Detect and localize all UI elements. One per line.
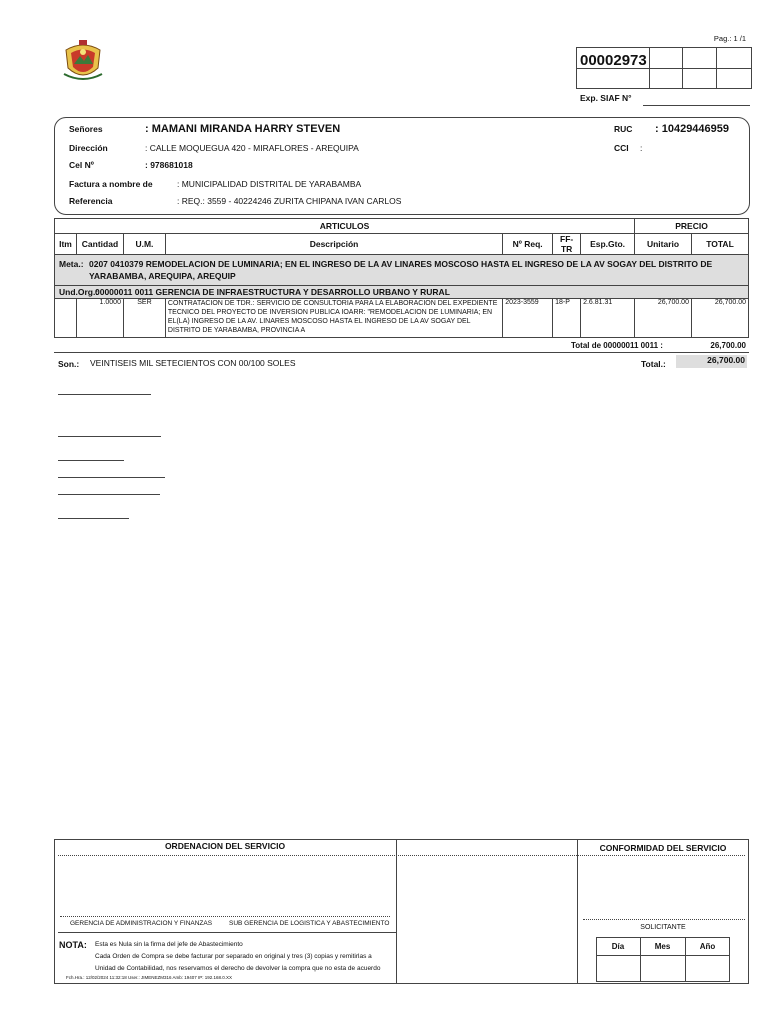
cel-label: Cel Nº: [69, 160, 94, 170]
provider-name: : MAMANI MIRANDA HARRY STEVEN: [145, 123, 341, 135]
signature-line: [58, 394, 151, 395]
order-number-box: [576, 47, 752, 89]
siaf-label: Exp. SIAF N°: [580, 93, 632, 103]
total-label: Total.:: [641, 359, 666, 369]
col-descripcion: Descripción: [165, 234, 502, 255]
col-itm: Itm: [55, 234, 77, 255]
son-text: VEINTISEIS MIL SETECIENTOS CON 00/100 SOLES: [90, 358, 296, 368]
col-um: U.M.: [123, 234, 165, 255]
col-total: TOTAL: [691, 234, 748, 255]
conformidad-title: CONFORMIDAD DEL SERVICIO: [599, 843, 727, 853]
signature-line: [58, 518, 129, 519]
signature-line: [58, 477, 165, 478]
row-descripcion: CONTRATACION DE TDR.: SERVICIO DE CONSULTORIA PARA LA ELABORACION DEL EXPEDIENTE TECNICO DEL PROYECTO DE INVERSION PUBLICA IOARR: "REMODELACION DE LUMINARIA; EN EL(LA) INGRESO DE LA AV. LINARES MOSCOSO HASTA EL INGRESO DE LA AV SOGAY DEL DISTRITO DE YARABAMBA, PROVINCIA A: [165, 299, 502, 338]
nota-label: NOTA:: [59, 940, 87, 950]
col-fftr: FF-TR: [553, 234, 581, 255]
direccion-label: Dirección: [69, 143, 108, 153]
signature-line: [58, 460, 124, 461]
cci-label: CCI: [614, 143, 629, 153]
order-number: 00002973: [580, 52, 647, 69]
son-label: Son.:: [58, 359, 80, 369]
referencia-value: : REQ.: 3559 - 40224246 ZURITA CHIPANA IVAN CARLOS: [177, 196, 402, 206]
factura-value: : MUNICIPALIDAD DISTRITAL DE YARABAMBA: [177, 179, 362, 189]
row-itm: [55, 299, 77, 338]
row-req: 2023-3559: [503, 299, 553, 338]
anio-label: Año: [699, 942, 716, 951]
col-unitario: Unitario: [635, 234, 692, 255]
nota-line-3: Unidad de Contabilidad, nos reservamos el derecho de devolver la compra que no esta de acuerdo: [95, 965, 381, 972]
row-um: SER: [123, 299, 165, 338]
row-cantidad: 1.0000: [76, 299, 123, 338]
siaf-line: [643, 105, 750, 106]
signature-line: [58, 494, 160, 495]
nota-line-2: Cada Orden de Compra se debe facturar por separado en original y tres (3) copias y remitirlas a: [95, 953, 372, 960]
col-cantidad: Cantidad: [76, 234, 123, 255]
factura-label: Factura a nombre de: [69, 179, 153, 189]
meta-label: Meta.:: [59, 259, 84, 269]
items-table: [54, 218, 749, 338]
und-label: Und.Org.:: [59, 287, 99, 297]
und-row: [55, 286, 749, 299]
solicitante-label: SOLICITANTE: [640, 924, 686, 931]
page-number: Pag.: 1 /1: [713, 34, 746, 43]
meta-text: 0207 0410379 REMODELACION DE LUMINARIA; EN EL INGRESO DE LA AV LINARES MOSCOSO HASTA EL INGRESO DE LA AV SOGAY DEL DISTRITO DE YARABAMBA, AREQUIPA, AREQUIP: [89, 259, 713, 281]
ordenacion-title: ORDENACION DEL SERVICIO: [164, 841, 286, 851]
signature-line: [58, 436, 161, 437]
ruc-value: : 10429446959: [655, 123, 730, 135]
mes-label: Mes: [654, 942, 671, 951]
col-espgto: Esp.Gto.: [581, 234, 635, 255]
row-espgto: 2.6.81.31: [581, 299, 635, 338]
row-total: 26,700.00: [691, 299, 748, 338]
print-info: Fch.Hra.: 12/02/2024 11:32:18 User.: JIMENEZM316 Amb: 19407 IP: 192.168.0.XX: [66, 975, 233, 980]
footer-divider: [396, 839, 397, 984]
dia-label: Día: [611, 942, 625, 951]
municipal-crest-logo: [62, 38, 104, 82]
cci-value: :: [640, 143, 643, 153]
meta-row: [55, 255, 749, 286]
articulos-header: ARTICULOS: [55, 219, 635, 234]
table-row: [55, 299, 749, 338]
cel-value: : 978681018: [145, 160, 193, 170]
precio-header: PRECIO: [635, 219, 749, 234]
referencia-label: Referencia: [69, 196, 113, 206]
senores-label: Señores: [69, 124, 103, 134]
subtotal-value: 26,700.00: [710, 341, 746, 350]
direccion-value: : CALLE MOQUEGUA 420 - MIRAFLORES - AREQUIPA: [145, 143, 359, 153]
ruc-label: RUC: [614, 124, 633, 134]
col-req: Nº Req.: [503, 234, 553, 255]
und-text: 00000011 0011 GERENCIA DE INFRAESTRUCTURA Y DESARROLLO URBANO Y RURAL: [95, 287, 450, 297]
gerencia-label: GERENCIA DE ADMINISTRACION Y FINANZAS: [70, 920, 213, 927]
footer-divider: [577, 839, 578, 984]
row-unitario: 26,700.00: [635, 299, 692, 338]
grand-total: 26,700.00: [676, 355, 747, 368]
row-fftr: 18-P: [553, 299, 581, 338]
subtotal-label: Total de 00000011 0011 :: [571, 341, 663, 350]
subgerencia-label: SUB GERENCIA DE LOGISTICA Y ABASTECIMIENTO: [229, 920, 390, 927]
nota-line-1: Esta es Nula sin la firma del jefe de Abastecimiento: [95, 941, 243, 948]
